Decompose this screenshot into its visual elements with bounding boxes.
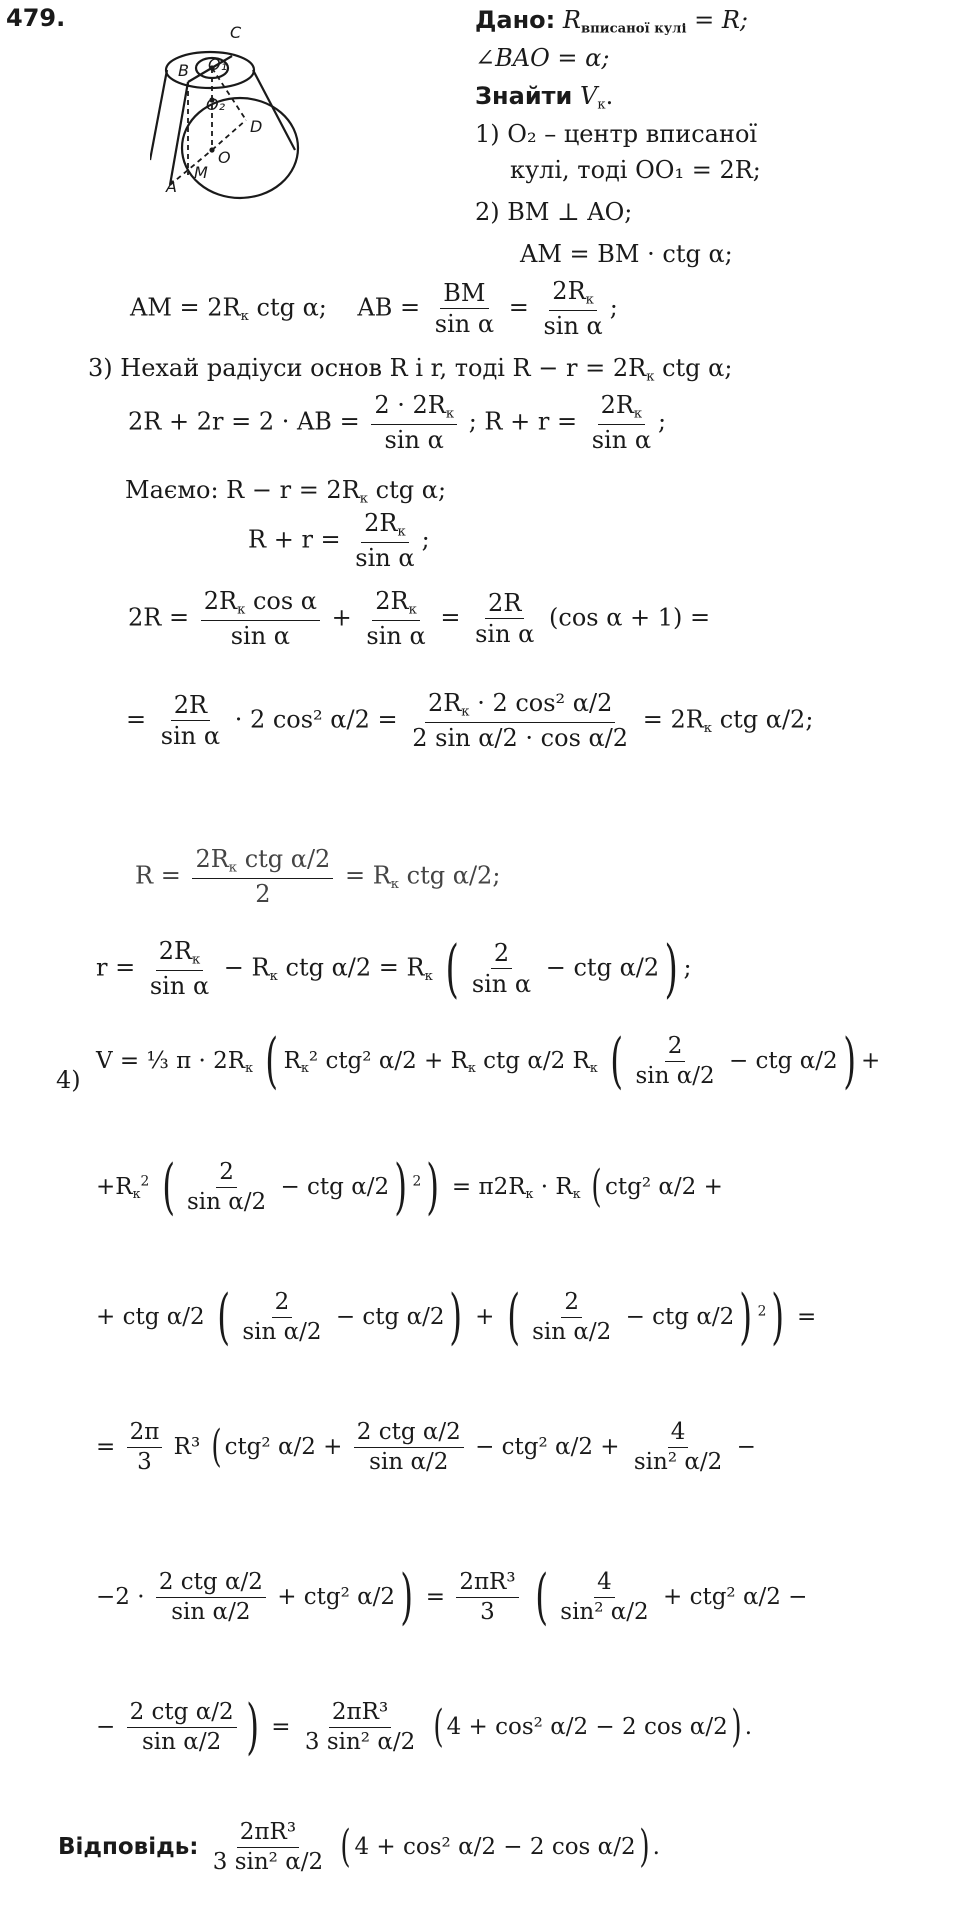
label-o: O <box>218 148 231 167</box>
step1-line2: кулі, тоді OO₁ = 2R; <box>510 156 761 184</box>
ab-eq: = <box>508 293 529 322</box>
small-r-mid: − R <box>223 953 270 982</box>
find-label: Знайти <box>475 82 573 110</box>
v2-eq-sub: к <box>525 1186 534 1202</box>
bottom-base-ellipse <box>182 98 298 198</box>
answer-line: Відповідь: $\frac{\text{2πR³}}{\text{3 sin² α/2}}$ ( 4 + cos² α/2 − 2 cos α/2) . <box>58 1819 660 1876</box>
ab-end: ; <box>609 293 618 322</box>
v-line-1: V = ⅓ $\pi \cdot 2R_к$ ( $R_к^2$ ctg² $\alpha/2 + R_к$ ctg α/2 $R_к$ ( $\frac{2}{\text{sin α/2}}$ − ctg α/2) + <box>96 1025 881 1096</box>
v1-fraction: $\frac{2}{\text{sin α/2}}$ <box>635 1033 715 1090</box>
v2-rest: − ctg α/2 <box>280 1173 390 1200</box>
two-r-eq: = <box>440 603 461 632</box>
step3-text: 3) Нехай радіуси основ R і r, тоді R − r = 2R <box>88 354 647 382</box>
am-left: AM = 2R <box>130 293 241 322</box>
v4-fraction-3: $\frac{4}{\text{sin² α/2}}$ <box>633 1419 723 1476</box>
l7-mid: · 2 cos² α/2 = <box>234 705 398 734</box>
answer-paren: 4 + cos² α/2 − 2 cos α/2 <box>354 1833 636 1860</box>
r-formula-line <box>135 846 500 908</box>
r-plus-r-line <box>248 510 430 572</box>
v6-end: . <box>744 1713 753 1740</box>
answer-fraction: $\frac{\text{2πR³}}{\text{3 sin² α/2}}$ <box>212 1819 324 1876</box>
v1-text: V = ⅓ π · 2R <box>96 1047 246 1074</box>
step2-line1: 2) BM ⊥ AO; <box>475 198 633 226</box>
v5-b: + ctg² α/2 <box>277 1583 396 1610</box>
sum-end: ; <box>658 407 667 436</box>
given-label: Дано: <box>475 6 556 34</box>
v4-fraction-2: $\frac{\text{2 ctg α/2}}{\text{sin α/2}}$ <box>354 1420 464 1476</box>
v6-eq: = <box>271 1713 291 1740</box>
given-r-value: = R; <box>694 6 749 34</box>
v3-end: = <box>797 1303 817 1330</box>
r-formula-right2: ctg α/2; <box>406 861 501 890</box>
v-line-2: $+R_к^2$ ( $\frac{2}{\text{sin α/2}}$ − ctg α/2) $^2) = \pi 2R_к \cdot R_к$ ( ctg² α/2 + <box>96 1151 723 1222</box>
small-r-end: ; <box>683 953 692 982</box>
rr-end: ; <box>421 525 430 554</box>
small-r-paren-fraction: $\frac{2}{\text{sin α}}$ <box>471 938 532 999</box>
sum-left: 2R + 2r = 2 · AB = <box>128 407 360 436</box>
v-line-5: −2 · $\frac{\text{2 ctg α/2}}{\text{sin α/2}}$ + ctg² α/2) = $\frac{\text{2πR³}}{3}$ ( $\frac{4}{\text{sin² α/2}}$ + ctg² α/2 − <box>96 1561 808 1632</box>
v2-eq2-sub: к <box>572 1186 581 1202</box>
v4-fraction-1: $\frac{2\pi}{3}$ <box>127 1420 163 1476</box>
label-c: C <box>230 23 242 42</box>
sum-fraction-1: $\frac{2 \cdot 2R_к}{\text{sin α}}$ <box>371 392 457 454</box>
step3-end: ctg α; <box>662 354 733 382</box>
v3-sq: 2 <box>757 1303 767 1320</box>
v3-plus: + <box>475 1303 495 1330</box>
label-o1: O₁ <box>208 55 228 74</box>
generatrix-left <box>150 70 167 160</box>
small-r-mid2-sub: к <box>424 968 433 984</box>
l7-end2: ctg α/2; <box>719 705 814 734</box>
v1-a: R <box>283 1047 301 1074</box>
truncated-cone-figure <box>150 20 400 205</box>
r-formula-fraction: $\frac{2R_к ctg \alpha/2}{2}$ <box>192 846 333 908</box>
maemo-text: Маємо: R − r = 2R <box>125 476 360 504</box>
step1-line1: 1) O₂ – центр вписаної <box>475 120 758 148</box>
problem-number: 479. <box>6 4 66 32</box>
v4-b: − ctg² α/2 + <box>475 1433 620 1460</box>
ab-fraction-1: $\frac{BM}{\text{sin α}}$ <box>434 278 495 339</box>
line-7 <box>126 690 813 752</box>
v2-a: +R <box>96 1173 133 1200</box>
l7-end: = 2R <box>642 705 704 734</box>
label-m: M <box>194 163 208 182</box>
v2-eq: = π2R <box>451 1173 526 1200</box>
sum-mid: ; R + r = <box>468 407 578 436</box>
v2-a-sub: к <box>132 1186 141 1202</box>
v-line-4: = $\frac{2\pi}{3}$ R³ ( ctg² α/2 + $\frac{\text{2 ctg α/2}}{\text{sin α/2}}$ − ctg² α/2 + $\frac{4}{\text{sin² α/2}}$ − <box>96 1419 756 1476</box>
v2-sq: 2 <box>412 1173 422 1190</box>
v-line-3: + ctg α/2 ( $\frac{2}{\text{sin α/2}}$ − ctg α/2) + ( $\frac{2}{\text{sin α/2}}$ − ctg α/2) $^2$) = <box>96 1281 817 1352</box>
am-right: ctg α; <box>256 293 327 322</box>
given-line <box>475 6 748 37</box>
v6-paren: 4 + cos² α/2 − 2 cos α/2 <box>446 1713 728 1740</box>
v4-eq: = <box>96 1433 116 1460</box>
ab-left: AB = <box>357 293 421 322</box>
given-r-symbol: R <box>562 6 581 34</box>
v1-a-sub: к <box>301 1060 309 1076</box>
v5-fraction-2: $\frac{\text{2πR³}}{3}$ <box>456 1570 518 1626</box>
rr-left: R + r = <box>248 525 341 554</box>
l7-fraction-1: $\frac{2R}{\text{sin α}}$ <box>160 690 221 751</box>
find-line <box>475 82 613 113</box>
small-r-mid2: ctg α/2 = R <box>285 953 425 982</box>
two-r-plus: + <box>331 603 352 632</box>
v5-c: + ctg² α/2 − <box>663 1583 808 1610</box>
l7-fraction-2: $\frac{2R_к \cdot 2 \cos^2 \alpha/2}{\text{2 sin α/2 · cos α/2}}$ <box>412 689 629 753</box>
v1-end: + <box>860 1047 881 1074</box>
v6-fraction-1: $\frac{\text{2 ctg α/2}}{\text{sin α/2}}$ <box>127 1700 237 1756</box>
v1-c-sub: к <box>589 1060 598 1076</box>
v4-end: − <box>736 1433 756 1460</box>
answer-end: . <box>652 1833 660 1860</box>
sum-fraction-2: $\frac{2R_к}{\text{sin α}}$ <box>591 391 652 455</box>
v1-b-sub: к <box>467 1060 476 1076</box>
v2-fraction: $\frac{2}{\text{sin α/2}}$ <box>186 1159 267 1216</box>
small-r-left: r = <box>96 953 136 982</box>
two-r-fraction-1: $\frac{2R_к \cos \alpha}{\text{sin α}}$ <box>201 588 320 650</box>
step4-label: 4) <box>56 1066 81 1094</box>
label-o2: O₂ <box>206 95 226 114</box>
small-r-fraction: $\frac{2R_к}{\text{sin α}}$ <box>149 937 210 1001</box>
v1-sub: к <box>245 1060 254 1076</box>
find-v-symbol: V <box>580 82 598 110</box>
given-angle: ∠BAO = α; <box>475 44 610 72</box>
small-r-mid-sub: к <box>269 968 278 984</box>
v6-a: − <box>96 1713 116 1740</box>
find-v-sub: к <box>597 97 606 113</box>
label-d: D <box>250 117 263 136</box>
v2-end: ctg² α/2 + <box>604 1173 723 1200</box>
v4-a: ctg² α/2 + <box>224 1433 343 1460</box>
l7-end-sub: к <box>703 720 713 736</box>
ab-fraction-2: $\frac{2R_к}{\text{sin α}}$ <box>543 277 603 341</box>
v3-a: + ctg α/2 <box>96 1303 205 1330</box>
v1-rest: − ctg α/2 <box>728 1047 838 1074</box>
v5-fraction-3: $\frac{4}{\text{sin² α/2}}$ <box>560 1569 649 1626</box>
r-formula-right-sub: к <box>390 876 400 892</box>
two-r-fraction-3: $\frac{2R}{\text{sin α}}$ <box>475 588 535 649</box>
v3-fraction-2: $\frac{2}{\text{sin α/2}}$ <box>532 1289 612 1346</box>
v2-eq2: · R <box>540 1173 573 1200</box>
step3-sub: к <box>646 369 655 385</box>
v2-a-sup: 2 <box>140 1173 150 1190</box>
v3-rest2: − ctg α/2 <box>625 1303 735 1330</box>
v4-r3: R³ <box>173 1433 201 1460</box>
segment-od <box>212 120 246 150</box>
v1-c: ctg α/2 R <box>483 1047 590 1074</box>
find-end: . <box>605 82 614 110</box>
small-r-paren-rest: − ctg α/2 <box>545 953 660 982</box>
two-r-line <box>128 588 710 650</box>
rr-fraction: $\frac{2R_к}{\text{sin α}}$ <box>355 509 415 573</box>
v6-fraction-2: $\frac{\text{2πR³}}{\text{3 sin² α/2}}$ <box>304 1699 416 1756</box>
v3-fraction-1: $\frac{2}{\text{sin α/2}}$ <box>242 1289 322 1346</box>
l7-eq: = <box>126 705 147 734</box>
maemo-end: ctg α; <box>375 476 447 504</box>
two-r-fraction-2: $\frac{2R_к}{\text{sin α}}$ <box>366 587 426 651</box>
v3-rest: − ctg α/2 <box>335 1303 445 1330</box>
r-formula-right: = R <box>344 861 391 890</box>
two-r-paren: (cos α + 1) = <box>549 603 711 632</box>
v-line-6: − $\frac{\text{2 ctg α/2}}{\text{sin α/2}}$ ) = $\frac{\text{2πR³}}{\text{3 sin² α/2}}$ ( 4 + cos² α/2 − 2 cos α/2) . <box>96 1691 753 1762</box>
am-sub: к <box>240 308 249 324</box>
maemo-line <box>125 476 446 507</box>
label-b: B <box>178 61 189 80</box>
v1-b: ² ctg² α/2 + R <box>308 1047 468 1074</box>
step3-line <box>88 354 732 385</box>
v5-eq: = <box>425 1583 445 1610</box>
v5-a: −2 · <box>96 1583 145 1610</box>
v5-fraction-1: $\frac{\text{2 ctg α/2}}{\text{sin α/2}}$ <box>156 1570 266 1626</box>
given-r-sub: вписаної кулі <box>580 21 687 37</box>
generatrix-right <box>253 70 295 150</box>
am-ab-line <box>130 278 618 340</box>
small-r-line: r = $\frac{2R_к}{\text{sin α}}$ − $R_к$ ctg $\alpha/2 = R_к$ ( $\frac{2}{\text{sin α}}$ − ctg α/2) ; <box>96 931 692 1005</box>
step2-line2: AM = BM · ctg α; <box>520 240 733 268</box>
r-formula-left: R = <box>135 861 181 890</box>
sum-line <box>128 392 666 454</box>
answer-label: Відповідь: <box>58 1833 199 1860</box>
maemo-sub: к <box>359 491 369 507</box>
two-r-left: 2R = <box>128 603 190 632</box>
label-a: A <box>166 177 177 196</box>
